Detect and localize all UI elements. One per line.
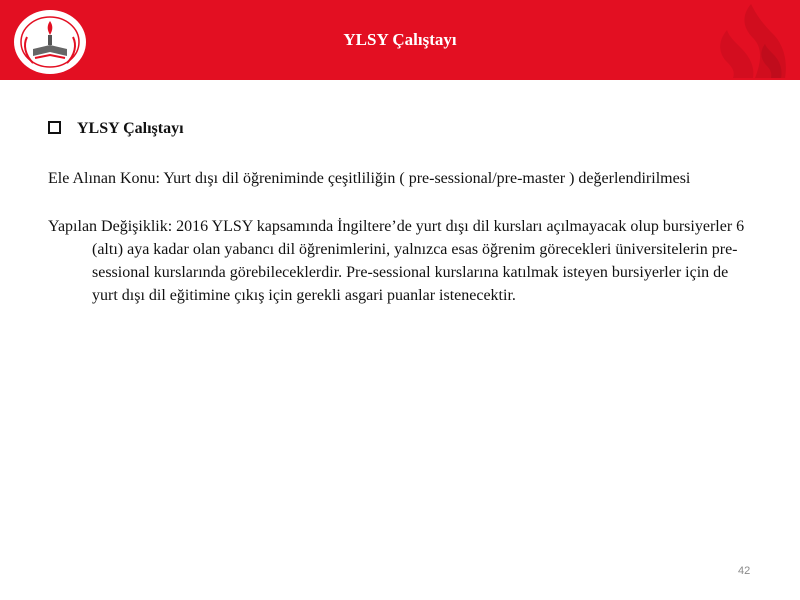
flame-watermark-icon bbox=[693, 0, 788, 80]
page-title: YLSY Çalıştayı bbox=[343, 30, 457, 49]
bullet-title: YLSY Çalıştayı bbox=[77, 120, 184, 137]
page-number: 42 bbox=[738, 565, 751, 577]
slide-header bbox=[0, 0, 800, 80]
paragraph-change: Yapılan Değişiklik: 2016 YLSY kapsamında İngiltere’de yurt dışı dil kursları açılmayacak olup bursiyerler 6 (altı) aya kadar olan yabancı dil öğrenimlerini, yalnızca esas öğrenim görecekleri üniversitelerin pre-sessional kurslarında görebileceklerdir. Pre-sessional kurslarına katılmak isteyen bursiyerler için de yurt dışı dil eğitimine çıkış için gerekli asgari puanlar istenecektir. bbox=[48, 218, 745, 304]
checkbox-square-icon bbox=[48, 121, 61, 134]
paragraph-topic: Ele Alınan Konu: Yurt dışı dil öğreniminde çeşitliliğin ( pre-sessional/pre-master ) değerlendirilmesi bbox=[48, 170, 691, 187]
bullet-heading bbox=[48, 117, 758, 140]
slide-content bbox=[48, 117, 758, 332]
